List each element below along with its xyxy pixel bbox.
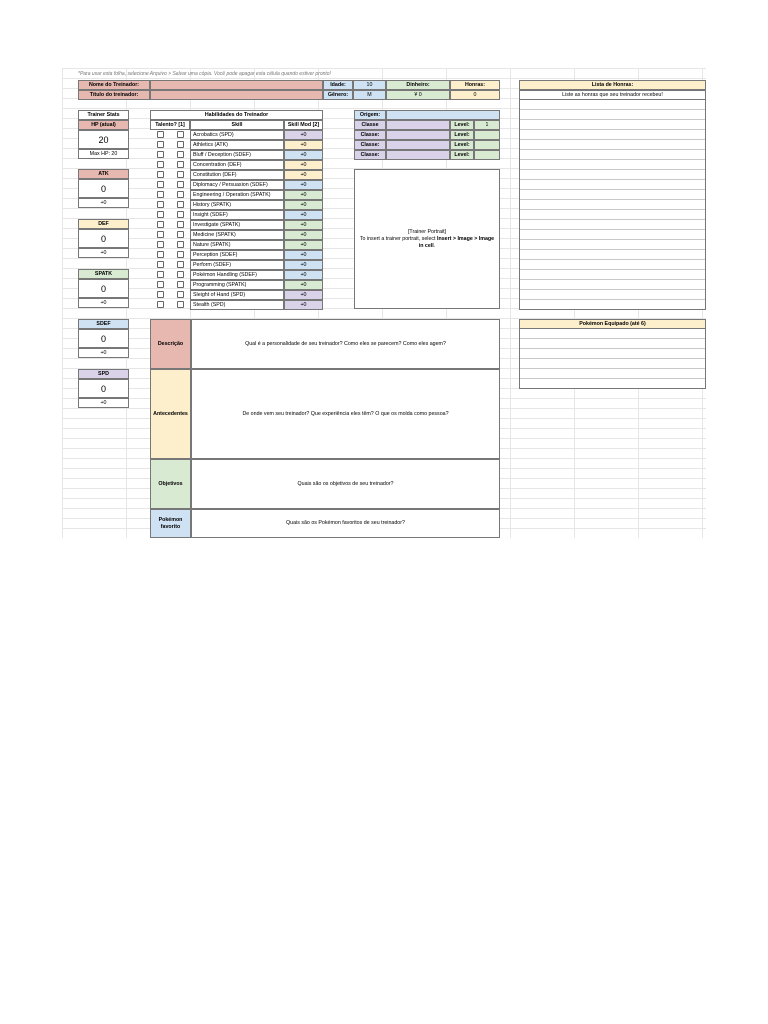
skill-name: Constitution (DEF) (190, 170, 284, 180)
skill-mod: +0 (284, 170, 323, 180)
talent-checkbox-2[interactable] (177, 191, 184, 198)
talent-checkbox[interactable] (157, 181, 164, 188)
talent-checkbox-2[interactable] (177, 251, 184, 258)
class-header: Classe (354, 120, 386, 130)
skill-name: Perception (SDEF) (190, 250, 284, 260)
talent-checkbox[interactable] (157, 161, 164, 168)
skill-name: Engineering / Operation (SPATK) (190, 190, 284, 200)
level-label: Level: (450, 140, 474, 150)
talent-checkbox[interactable] (157, 221, 164, 228)
favorito-text[interactable]: Quais são os Pokémon favoritos de seu treinador? (191, 509, 500, 538)
portrait-end: . (433, 242, 436, 249)
talent-checkbox[interactable] (157, 241, 164, 248)
talent-checkbox-2[interactable] (177, 301, 184, 308)
talent-checkbox-2[interactable] (177, 141, 184, 148)
talent-checkbox[interactable] (157, 151, 164, 158)
skill-mod: +0 (284, 160, 323, 170)
descricao-label: Descrição (150, 319, 191, 369)
talent-checkbox-2[interactable] (177, 211, 184, 218)
spatk-mod: +0 (78, 298, 129, 308)
skills-title: Habilidades do Treinador (150, 110, 323, 120)
level-input-1[interactable]: 1 (474, 120, 500, 130)
skill-mod: +0 (284, 270, 323, 280)
spatk-value[interactable]: 0 (78, 279, 129, 298)
talent-checkbox[interactable] (157, 171, 164, 178)
talent-checkbox-2[interactable] (177, 151, 184, 158)
skill-mod: +0 (284, 250, 323, 260)
skill-name: Nature (SPATK) (190, 240, 284, 250)
origin-input[interactable] (386, 110, 500, 120)
descricao-text[interactable]: Qual é a personalidade de seu treinador? Como eles se parecem? Como eles agem? (191, 319, 500, 369)
def-value[interactable]: 0 (78, 229, 129, 248)
talent-checkbox[interactable] (157, 261, 164, 268)
level-label: Level: (450, 130, 474, 140)
talent-checkbox[interactable] (157, 231, 164, 238)
skill-name: Acrobatics (SPD) (190, 130, 284, 140)
class-label: Classe: (354, 150, 386, 160)
talent-checkbox[interactable] (157, 271, 164, 278)
honors-input[interactable]: 0 (450, 90, 500, 100)
class-label: Classe: (354, 130, 386, 140)
antecedentes-label: Antecedentes (150, 369, 191, 459)
talent-checkbox-2[interactable] (177, 261, 184, 268)
max-hp: Max HP: 20 (78, 149, 129, 159)
class-label: Classe: (354, 140, 386, 150)
skill-mod: +0 (284, 140, 323, 150)
talent-checkbox-2[interactable] (177, 291, 184, 298)
talent-checkbox-2[interactable] (177, 271, 184, 278)
talent-checkbox[interactable] (157, 191, 164, 198)
talent-checkbox-2[interactable] (177, 231, 184, 238)
sdef-label: SDEF (78, 319, 129, 329)
skill-name: Concentration (DEF) (190, 160, 284, 170)
talent-checkbox[interactable] (157, 301, 164, 308)
equipped-title: Pokémon Equipado (até 6) (519, 319, 706, 329)
talent-checkbox-2[interactable] (177, 181, 184, 188)
trainer-name-label: Nome do Treinador: (78, 80, 150, 90)
money-input[interactable]: ¥ 0 (386, 90, 450, 100)
hp-value[interactable]: 20 (78, 130, 129, 149)
honors-list-area[interactable] (519, 100, 706, 310)
sdef-mod: +0 (78, 348, 129, 358)
talent-checkbox[interactable] (157, 141, 164, 148)
skill-mod: +0 (284, 150, 323, 160)
atk-label: ATK (78, 169, 129, 179)
skill-name: Bluff / Deception (SDEF) (190, 150, 284, 160)
skill-name: Athletics (ATK) (190, 140, 284, 150)
skill-mod: +0 (284, 240, 323, 250)
spd-mod: +0 (78, 398, 129, 408)
skills-col-mod: Skill Mod [2] (284, 120, 323, 130)
atk-value[interactable]: 0 (78, 179, 129, 198)
instruction-note: *Para usar esta folha, selecione Arquivo > Salvar uma cópia. Você pode apagar esta célula quando estiver pronto! (78, 71, 331, 77)
trainer-title-label: Título do treinador: (78, 90, 150, 100)
spatk-label: SPATK (78, 269, 129, 279)
honors-list-subtitle: Liste as honras que seu treinador recebeu! (519, 90, 706, 100)
talent-checkbox-2[interactable] (177, 281, 184, 288)
skills-col-talent: Talento? [1] (150, 120, 190, 130)
trainer-stats-title: Trainer Stats (78, 110, 129, 120)
skill-mod: +0 (284, 290, 323, 300)
skill-name: Investigate (SPATK) (190, 220, 284, 230)
skill-name: Medicine (SPATK) (190, 230, 284, 240)
skill-name: History (SPATK) (190, 200, 284, 210)
skill-mod: +0 (284, 200, 323, 210)
level-label-1: Level: (450, 120, 474, 130)
age-input[interactable]: 10 (353, 80, 386, 90)
class-input-1[interactable] (386, 120, 450, 130)
skill-mod: +0 (284, 220, 323, 230)
spd-value[interactable]: 0 (78, 379, 129, 398)
honors-list-title: Lista de Honras: (519, 80, 706, 90)
skill-name: Programming (SPATK) (190, 280, 284, 290)
age-label: Idade: (323, 80, 353, 90)
class-input[interactable] (386, 140, 450, 150)
hp-label: HP (atual) (78, 120, 129, 130)
skills-col-skill: Skill (190, 120, 284, 130)
skill-mod: +0 (284, 210, 323, 220)
sdef-value[interactable]: 0 (78, 329, 129, 348)
spd-label: SPD (78, 369, 129, 379)
class-input[interactable] (386, 150, 450, 160)
skill-mod: +0 (284, 190, 323, 200)
talent-checkbox-2[interactable] (177, 161, 184, 168)
def-label: DEF (78, 219, 129, 229)
trainer-title-input[interactable] (150, 90, 323, 100)
trainer-portrait[interactable] (354, 169, 500, 309)
def-mod: +0 (78, 248, 129, 258)
level-input[interactable] (474, 140, 500, 150)
talent-checkbox[interactable] (157, 291, 164, 298)
talent-checkbox-2[interactable] (177, 201, 184, 208)
portrait-menu-path: Insert > Image > Image in cell (418, 235, 495, 249)
skill-name: Perform (SDEF) (190, 260, 284, 270)
skill-mod: +0 (284, 130, 323, 140)
skill-mod: +0 (284, 280, 323, 290)
honors-label: Honras: (450, 80, 500, 90)
origin-label: Origem: (354, 110, 386, 120)
gender-input[interactable]: M (353, 90, 386, 100)
skill-mod: +0 (284, 300, 323, 310)
talent-checkbox-2[interactable] (177, 131, 184, 138)
portrait-line1: [Trainer Portrait] (407, 228, 447, 235)
skill-mod: +0 (284, 180, 323, 190)
objetivos-text[interactable]: Quais são os objetivos de seu treinador? (191, 459, 500, 509)
skill-mod: +0 (284, 260, 323, 270)
favorito-label: Pokémon favorito (150, 509, 191, 538)
talent-checkbox-2[interactable] (177, 221, 184, 228)
skill-mod: +0 (284, 230, 323, 240)
skill-name: Diplomacy / Persuasion (SDEF) (190, 180, 284, 190)
antecedentes-text[interactable]: De onde vem seu treinador? Que experiência eles têm? O que os molda como pessoa? (191, 369, 500, 459)
portrait-instruction: To insert a trainer portrait, select (359, 235, 437, 242)
skill-name: Stealth (SPD) (190, 300, 284, 310)
skill-name: Pokémon Handling (SDEF) (190, 270, 284, 280)
level-input[interactable] (474, 130, 500, 140)
talent-checkbox[interactable] (157, 131, 164, 138)
gender-label: Gênero: (323, 90, 353, 100)
talent-checkbox[interactable] (157, 251, 164, 258)
talent-checkbox-2[interactable] (177, 171, 184, 178)
class-input[interactable] (386, 130, 450, 140)
level-label: Level: (450, 150, 474, 160)
level-input[interactable] (474, 150, 500, 160)
atk-mod: +0 (78, 198, 129, 208)
trainer-name-input[interactable] (150, 80, 323, 90)
money-label: Dinheiro: (386, 80, 450, 90)
skill-name: Sleight of Hand (SPD) (190, 290, 284, 300)
talent-checkbox[interactable] (157, 201, 164, 208)
talent-checkbox-2[interactable] (177, 241, 184, 248)
talent-checkbox[interactable] (157, 281, 164, 288)
equipped-slots[interactable] (519, 329, 706, 389)
talent-checkbox[interactable] (157, 211, 164, 218)
skill-name: Insight (SDEF) (190, 210, 284, 220)
portrait-line2 (359, 236, 495, 250)
objetivos-label: Objetivos (150, 459, 191, 509)
